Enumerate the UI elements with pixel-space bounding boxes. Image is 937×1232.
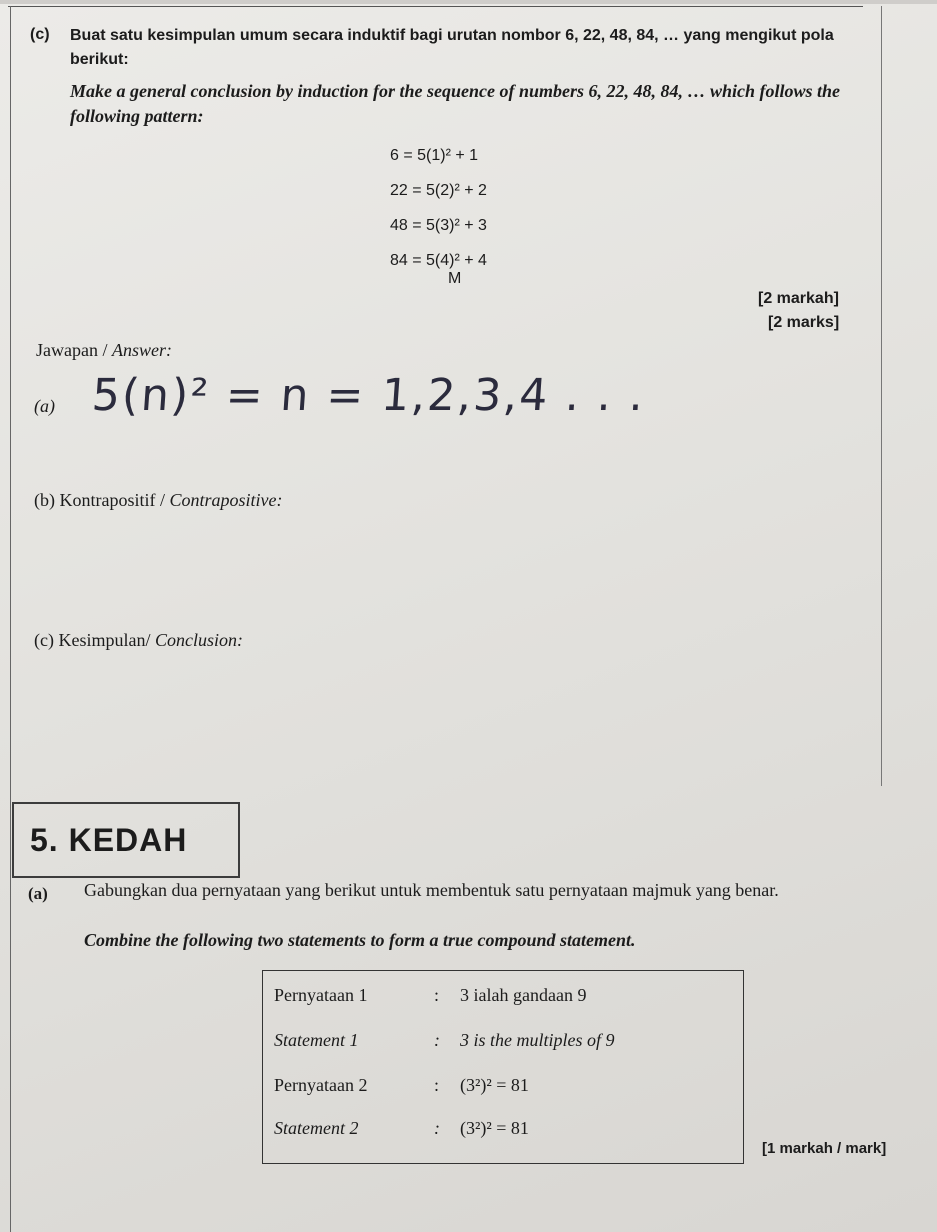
statement-row bbox=[274, 1118, 529, 1139]
section-title: 5. KEDAH bbox=[30, 822, 188, 858]
statement-value: 3 ialah gandaan 9 bbox=[460, 985, 587, 1005]
answer-heading-english: Answer: bbox=[112, 340, 172, 360]
part-c-english: Conclusion: bbox=[154, 630, 243, 650]
part-c-malay: (c) Kesimpulan bbox=[34, 630, 146, 650]
equation-4: 84 = 5(4)² + 4 bbox=[390, 252, 487, 269]
question-5a-marks: [1 markah / mark] bbox=[762, 1140, 887, 1157]
part-b-english: Contrapositive: bbox=[169, 490, 283, 510]
statement-row bbox=[274, 985, 586, 1006]
statement-value: (3²)² = 81 bbox=[460, 1075, 529, 1095]
statement-key: Pernyataan 2 bbox=[274, 1075, 368, 1095]
answer-heading: Jawapan / Answer: bbox=[36, 340, 172, 360]
statement-value: 3 is the multiples of 9 bbox=[460, 1030, 615, 1050]
part-b-malay: (b) Kontrapositif bbox=[34, 490, 156, 510]
equation-1: 6 = 5(1)² + 1 bbox=[390, 147, 479, 164]
statement-key: Pernyataan 1 bbox=[274, 985, 368, 1005]
statement-colon: : bbox=[434, 985, 440, 1005]
statement-colon: : bbox=[434, 1075, 440, 1095]
question-5a-label: (a) bbox=[28, 884, 48, 903]
equation-2: 22 = 5(2)² + 2 bbox=[390, 182, 487, 199]
statement-value: (3²)² = 81 bbox=[460, 1118, 529, 1138]
statement-colon: : bbox=[434, 1030, 440, 1050]
pattern-ellipsis: M bbox=[448, 270, 462, 287]
part-b-heading: (b) Kontrapositif / Contrapositive: bbox=[34, 490, 283, 510]
part-c-heading: (c) Kesimpulan/ Conclusion: bbox=[34, 630, 243, 650]
handwritten-answer: 5(n)² = n = 1,2,3,4 . . . bbox=[90, 370, 648, 421]
statement-key: Statement 2 bbox=[274, 1118, 359, 1138]
statement-row bbox=[274, 1075, 529, 1096]
marks-malay: [2 markah] bbox=[758, 290, 839, 307]
statement-colon: : bbox=[434, 1118, 440, 1138]
question-c-label: (c) bbox=[30, 26, 50, 43]
question-5a-english: Combine the following two statements to form a true compound statement. bbox=[84, 930, 636, 950]
frame-border-right bbox=[881, 6, 882, 786]
frame-border-left bbox=[10, 6, 11, 1232]
equation-3: 48 = 5(3)² + 3 bbox=[390, 217, 487, 234]
statement-key: Statement 1 bbox=[274, 1030, 359, 1050]
marks-english: [2 marks] bbox=[768, 314, 840, 331]
paper-top-edge bbox=[0, 0, 937, 4]
part-a-label: (a) bbox=[34, 396, 55, 416]
question-c-malay: Buat satu kesimpulan umum secara induktif bagi urutan nombor 6, 22, 48, 84, … yang mengikut pola berikut: bbox=[70, 27, 834, 68]
answer-heading-malay: Jawapan bbox=[36, 340, 98, 360]
statement-row bbox=[274, 1030, 615, 1051]
question-c-english: Make a general conclusion by induction for the sequence of numbers 6, 22, 48, 84, … which follows the following pattern: bbox=[70, 81, 841, 126]
question-5a-malay: Gabungkan dua pernyataan yang berikut untuk membentuk satu pernyataan majmuk yang benar. bbox=[84, 880, 779, 900]
frame-border-top bbox=[8, 6, 863, 7]
pattern-equations bbox=[390, 138, 570, 278]
